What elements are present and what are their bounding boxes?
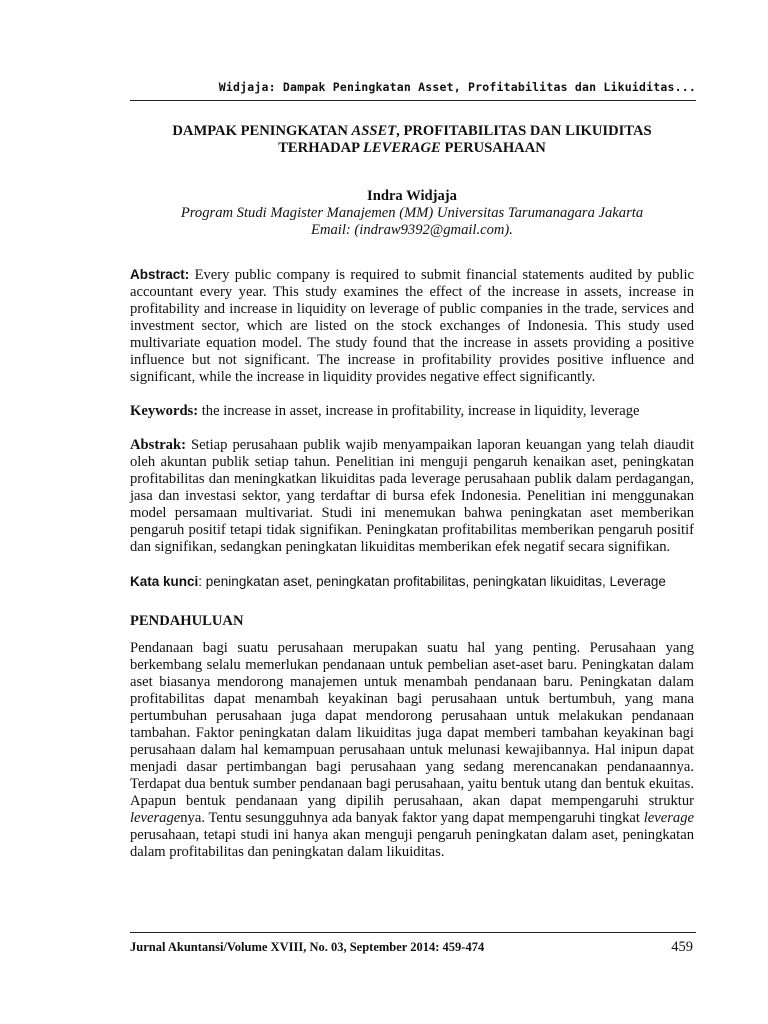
section-heading: PENDAHULUAN [130,613,244,629]
italic-term: leverage [643,810,694,826]
keywords-text: the increase in asset, increase in profitability, increase in liquidity, leverage [198,403,640,419]
italic-term: leverage [130,810,181,826]
page-number: 459 [671,939,693,955]
title-italic-asset: ASSET [351,123,397,139]
abstrak-text: Setiap perusahaan publik wajib menyampaikan laporan keuangan yang telah diaudit oleh akuntan publik setiap tahun. Penelitian ini menguji pengaruh kenaikan aset, peningkatan profitabilitas dan meningkatkan likuiditas pada leverage perusahaan publik dalam perdagangan, jasa dan investasi sektor, yang terdaftar di bursa efek Indonesia. Penelitian ini menggunakan model persamaan multivariat. Studi ini menemukan bahwa peningkatan aset memberikan pengaruh positif tetapi tidak signifikan. Peningkatan profitabilitas memberikan pengaruh positif dan signifikan, sedangkan peningkatan likuiditas memberikan efek negatif secara signifikan. [130,437,694,555]
title-part: DAMPAK PENINGKATAN [172,123,352,139]
kata-kunci-label: Kata kunci [130,574,199,589]
keywords [130,403,694,420]
article-body [130,118,694,861]
kata-kunci [130,573,694,591]
abstrak-label: Abstrak: [130,437,186,453]
paragraph-text: nya. Tentu sesungguhnya ada banyak faktor yang dapat mempengaruhi tingkat [180,810,644,826]
title-part: , PROFITABILITAS DAN LIKUIDITAS [396,123,652,139]
author-affiliation: Program Studi Magister Manajemen (MM) Universitas Tarumanagara Jakarta [180,205,644,221]
paragraph-text: Pendanaan bagi suatu perusahaan merupakan suatu hal yang penting. Perusahaan yang berkembang selalu memerlukan pendanaan untuk pembelian aset-aset baru. Peningkatan dalam aset biasanya mendorong manajemen untuk menambah pendanaan baru. Peningkatan dalam profitabilitas dapat menambah keyakinan bagi perusahaan untuk bertumbuh, yang mana pertumbuhan perusahaan juga dapat mendorong perusahaan untuk melakukan pendanaan tambahan. Faktor peningkatan dalam likuiditas juga dapat memberi tambahan keyakinan bagi perusahaan dalam hal kemampuan perusahaan untuk melunasi kewajibannya. Hal inipun dapat menjadi dasar pertimbangan bagi perusahaan yang sedang merencanakan pendanaannya. Terdapat dua bentuk sumber pendanaan bagi perusahaan, yaitu bentuk utang dan bentuk ekuitas. Apapun bentuk pendanaan yang dipilih perusahaan, akan dapat mempengaruhi struktur [130,640,694,809]
footer-rule [130,932,696,933]
abstract-english [130,266,694,386]
abstract-text: Every public company is required to submit financial statements audited by public accountant every year. This study examines the effect of the increase in assets, increase in profitability and increase in liquidity on leverage of public companies in the trade, services and investment sector, which are listed on the stock exchanges of Indonesia. This study used multivariate equation model. The study found that the increase in assets providing a positive influence but not significant. The increase in profitability provides positive influence and significant, while the increase in liquidity provides negative effect significantly. [130,267,694,385]
header-rule [130,100,696,101]
author-name: Indra Widjaja [367,188,457,204]
keywords-label: Keywords: [130,403,199,419]
abstract-label: Abstract: [130,267,190,282]
title-part: TERHADAP [278,140,363,156]
article-title [130,123,694,157]
body-paragraph [130,640,694,861]
paragraph-text: perusahaan, tetapi studi ini hanya akan menguji pengaruh peningkatan dalam aset, peningkatan dalam profitabilitas dan peningkatan dalam likuiditas. [130,827,694,860]
kata-kunci-text: : peningkatan aset, peningkatan profitabilitas, peningkatan likuiditas, Leverage [198,574,666,589]
title-part: PERUSAHAAN [440,140,546,156]
title-italic-leverage: LEVERAGE [362,140,441,156]
footer-journal-citation: Jurnal Akuntansi/Volume XVIII, No. 03, September 2014: 459-474 [130,940,485,954]
abstract-indonesian [130,437,694,556]
author-email: Email: (indraw9392@gmail.com). [311,222,513,238]
running-header: Widjaja: Dampak Peningkatan Asset, Profitabilitas dan Likuiditas... [218,80,696,94]
